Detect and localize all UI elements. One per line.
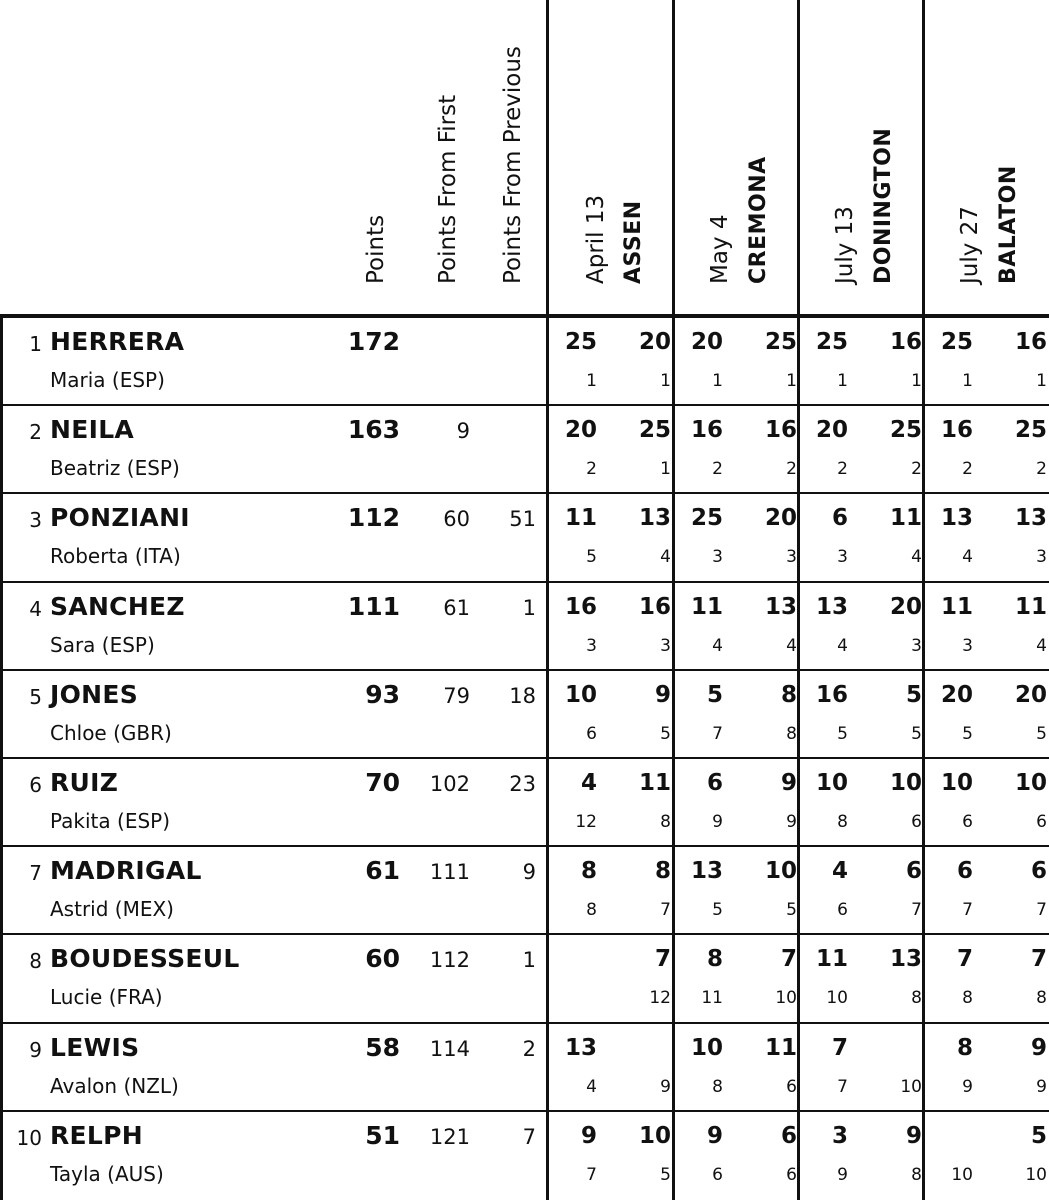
race-rank: 6 bbox=[911, 812, 922, 832]
row-divider bbox=[0, 845, 1049, 847]
race-rank: 7 bbox=[1036, 900, 1047, 921]
race-rank: 7 bbox=[660, 900, 671, 921]
rider-position: 10 bbox=[16, 1125, 42, 1150]
race-points: 16 bbox=[940, 417, 973, 444]
rider-position: 1 bbox=[29, 332, 42, 356]
race-points: 20 bbox=[889, 593, 922, 620]
round-divider bbox=[922, 0, 925, 1200]
rider-first-name: Roberta bbox=[50, 544, 129, 569]
race-points: 13 bbox=[815, 593, 848, 620]
race-rank: 3 bbox=[660, 635, 671, 656]
race-rank: 6 bbox=[837, 900, 848, 921]
race-points: 10 bbox=[1014, 770, 1047, 796]
rider-name-line bbox=[50, 985, 163, 1009]
rider-points: 111 bbox=[347, 591, 400, 621]
race-points: 16 bbox=[815, 681, 848, 708]
race-rank: 8 bbox=[712, 1076, 723, 1097]
rider-first-name: Chloe bbox=[50, 720, 107, 745]
race-rank: 10 bbox=[775, 988, 797, 1009]
row-divider bbox=[0, 1022, 1049, 1024]
race-points: 10 bbox=[815, 770, 848, 796]
row-divider bbox=[0, 757, 1049, 759]
rider-first-name: Beatriz bbox=[50, 456, 121, 481]
race-points: 13 bbox=[940, 505, 973, 532]
rider-nationality: (ESP) bbox=[101, 632, 155, 657]
round-4-date: July 27 bbox=[957, 206, 983, 284]
race-points: 25 bbox=[940, 329, 973, 355]
rider-position: 6 bbox=[29, 773, 42, 797]
race-points: 16 bbox=[638, 593, 671, 620]
race-points: 9 bbox=[905, 1122, 922, 1149]
rider-last-name: PONZIANI bbox=[50, 503, 190, 533]
rider-position: 5 bbox=[29, 684, 42, 709]
row-divider bbox=[0, 1110, 1049, 1112]
race-points: 25 bbox=[564, 329, 597, 355]
round-4-venue: BALATON bbox=[996, 165, 1021, 284]
row-divider bbox=[0, 404, 1049, 406]
rider-last-name: BOUDESSEUL bbox=[50, 944, 240, 974]
race-rank: 3 bbox=[962, 635, 973, 656]
race-points: 9 bbox=[706, 1122, 723, 1149]
race-points: 7 bbox=[780, 946, 797, 973]
race-points: 9 bbox=[1030, 1034, 1047, 1061]
race-points: 20 bbox=[1014, 681, 1047, 708]
race-rank: 1 bbox=[586, 371, 597, 391]
rider-position: 4 bbox=[29, 596, 42, 621]
race-points: 13 bbox=[764, 593, 797, 620]
race-rank: 12 bbox=[575, 812, 597, 832]
race-points: 6 bbox=[831, 505, 848, 532]
race-points: 10 bbox=[638, 1122, 671, 1149]
race-rank: 6 bbox=[786, 1164, 797, 1185]
race-rank: 6 bbox=[586, 723, 597, 744]
rider-last-name: RELPH bbox=[50, 1120, 144, 1150]
rider-name-line bbox=[50, 897, 174, 921]
race-points: 7 bbox=[956, 946, 973, 973]
points-from-previous: 2 bbox=[522, 1036, 536, 1061]
race-rank: 5 bbox=[660, 1164, 671, 1185]
rider-last-name: JONES bbox=[50, 679, 139, 709]
rider-first-name: Pakita bbox=[50, 809, 111, 833]
rider-first-name: Lucie bbox=[50, 985, 103, 1010]
race-rank: 11 bbox=[701, 988, 723, 1009]
rider-nationality: (ESP) bbox=[117, 809, 171, 833]
race-rank: 2 bbox=[586, 459, 597, 480]
round-divider bbox=[672, 0, 675, 1200]
race-rank: 5 bbox=[660, 723, 671, 744]
race-rank: 5 bbox=[911, 723, 922, 744]
rider-name-line bbox=[50, 1162, 164, 1186]
race-rank: 2 bbox=[911, 459, 922, 480]
race-rank: 6 bbox=[1036, 812, 1047, 832]
points-from-previous: 1 bbox=[522, 595, 536, 620]
race-rank: 9 bbox=[712, 812, 723, 832]
rider-name-line bbox=[50, 544, 181, 568]
race-points: 13 bbox=[889, 946, 922, 973]
race-rank: 5 bbox=[712, 900, 723, 921]
race-points: 5 bbox=[706, 681, 723, 708]
race-points: 16 bbox=[564, 593, 597, 620]
race-points: 6 bbox=[706, 770, 723, 796]
race-rank: 4 bbox=[586, 1076, 597, 1097]
race-points: 25 bbox=[1014, 417, 1047, 444]
rider-first-name: Sara bbox=[50, 632, 96, 657]
rider-nationality: (ITA) bbox=[134, 544, 181, 569]
round-2-date: May 4 bbox=[707, 214, 733, 284]
header-points-from-previous: Points From Previous bbox=[500, 46, 526, 284]
row-divider bbox=[0, 669, 1049, 671]
header-points-from-first: Points From First bbox=[435, 94, 461, 284]
race-rank: 1 bbox=[1036, 371, 1047, 391]
race-points: 10 bbox=[889, 770, 922, 796]
rider-points: 172 bbox=[347, 327, 400, 356]
race-points: 8 bbox=[580, 858, 597, 885]
race-rank: 6 bbox=[786, 1076, 797, 1097]
round-3-date: July 13 bbox=[832, 206, 858, 284]
race-rank: 1 bbox=[837, 371, 848, 391]
race-rank: 3 bbox=[1036, 547, 1047, 568]
race-points: 4 bbox=[831, 858, 848, 885]
race-points: 9 bbox=[580, 1122, 597, 1149]
race-points: 16 bbox=[889, 329, 922, 355]
race-rank: 4 bbox=[1036, 635, 1047, 656]
points-from-previous: 18 bbox=[509, 683, 536, 708]
race-rank: 3 bbox=[786, 547, 797, 568]
race-rank: 9 bbox=[837, 1164, 848, 1185]
rider-position: 8 bbox=[29, 949, 42, 974]
race-points: 11 bbox=[889, 505, 922, 532]
points-from-previous: 1 bbox=[522, 948, 536, 973]
header-divider bbox=[0, 314, 1049, 318]
race-rank: 3 bbox=[712, 547, 723, 568]
race-rank: 10 bbox=[900, 1076, 922, 1097]
race-rank: 8 bbox=[911, 988, 922, 1009]
race-points: 16 bbox=[1014, 329, 1047, 355]
race-points: 7 bbox=[654, 946, 671, 973]
race-rank: 4 bbox=[911, 547, 922, 568]
race-rank: 2 bbox=[962, 459, 973, 480]
race-rank: 1 bbox=[660, 459, 671, 480]
points-from-first: 102 bbox=[429, 772, 470, 796]
rider-points: 93 bbox=[365, 679, 400, 709]
race-rank: 8 bbox=[586, 900, 597, 921]
rider-name-line bbox=[50, 721, 172, 745]
race-points: 8 bbox=[706, 946, 723, 973]
rider-first-name: Tayla bbox=[50, 1161, 101, 1186]
rider-position: 3 bbox=[29, 508, 42, 533]
race-points: 13 bbox=[564, 1034, 597, 1061]
race-points: 11 bbox=[564, 505, 597, 532]
race-rank: 1 bbox=[712, 371, 723, 391]
race-points: 25 bbox=[764, 329, 797, 355]
race-rank: 6 bbox=[712, 1164, 723, 1185]
rider-nationality: (ESP) bbox=[126, 456, 180, 481]
rider-nationality: (GBR) bbox=[113, 720, 172, 745]
points-from-first: 60 bbox=[443, 507, 470, 532]
race-points: 8 bbox=[654, 858, 671, 885]
race-rank: 3 bbox=[911, 635, 922, 656]
race-rank: 4 bbox=[712, 635, 723, 656]
race-points: 8 bbox=[780, 681, 797, 708]
race-points: 6 bbox=[905, 858, 922, 885]
race-rank: 4 bbox=[962, 547, 973, 568]
race-rank: 1 bbox=[660, 371, 671, 391]
race-points: 16 bbox=[764, 417, 797, 444]
race-rank: 12 bbox=[649, 988, 671, 1009]
race-rank: 5 bbox=[837, 723, 848, 744]
race-rank: 8 bbox=[962, 988, 973, 1009]
rider-first-name: Astrid bbox=[50, 897, 109, 922]
race-points: 20 bbox=[690, 329, 723, 355]
points-from-previous: 7 bbox=[522, 1124, 536, 1149]
race-rank: 8 bbox=[837, 812, 848, 832]
rider-nationality: (NZL) bbox=[123, 1073, 179, 1098]
race-points: 10 bbox=[564, 681, 597, 708]
race-rank: 6 bbox=[962, 812, 973, 832]
points-from-previous: 51 bbox=[509, 507, 536, 532]
rider-first-name: Maria bbox=[50, 368, 106, 392]
race-points: 25 bbox=[638, 417, 671, 444]
round-3-venue: DONINGTON bbox=[871, 127, 896, 284]
race-points: 25 bbox=[815, 329, 848, 355]
rider-last-name: NEILA bbox=[50, 415, 135, 445]
points-from-previous: 9 bbox=[522, 860, 536, 885]
race-rank: 10 bbox=[826, 988, 848, 1009]
rider-last-name: SANCHEZ bbox=[50, 591, 185, 621]
race-points: 13 bbox=[638, 505, 671, 532]
race-points: 7 bbox=[1030, 946, 1047, 973]
rider-nationality: (ESP) bbox=[111, 368, 165, 392]
rider-position: 9 bbox=[29, 1037, 42, 1062]
points-from-first: 9 bbox=[456, 419, 470, 444]
row-divider bbox=[0, 933, 1049, 935]
race-points: 20 bbox=[564, 417, 597, 444]
header-points: Points bbox=[363, 214, 389, 284]
round-2-venue: CREMONA bbox=[746, 156, 771, 284]
race-rank: 7 bbox=[911, 900, 922, 921]
race-rank: 9 bbox=[1036, 1076, 1047, 1097]
rider-position: 7 bbox=[29, 861, 42, 886]
round-divider bbox=[546, 0, 549, 1200]
race-rank: 10 bbox=[951, 1164, 973, 1185]
race-rank: 5 bbox=[1036, 723, 1047, 744]
race-rank: 5 bbox=[962, 723, 973, 744]
race-points: 10 bbox=[690, 1034, 723, 1061]
race-points: 20 bbox=[815, 417, 848, 444]
round-divider bbox=[797, 0, 800, 1200]
race-points: 4 bbox=[580, 770, 597, 796]
points-from-first: 111 bbox=[429, 860, 470, 885]
points-from-first: 112 bbox=[429, 948, 470, 973]
rider-points: 51 bbox=[365, 1120, 400, 1150]
race-points: 5 bbox=[905, 681, 922, 708]
race-rank: 8 bbox=[660, 812, 671, 832]
race-points: 10 bbox=[940, 770, 973, 796]
race-points: 10 bbox=[764, 858, 797, 885]
race-rank: 1 bbox=[962, 371, 973, 391]
race-points: 6 bbox=[780, 1122, 797, 1149]
race-rank: 8 bbox=[911, 1164, 922, 1185]
rider-name-line bbox=[50, 456, 180, 480]
race-points: 13 bbox=[690, 858, 723, 885]
rider-name-line bbox=[50, 809, 170, 833]
rider-nationality: (AUS) bbox=[107, 1161, 164, 1186]
race-rank: 2 bbox=[837, 459, 848, 480]
race-points: 11 bbox=[764, 1034, 797, 1061]
race-points: 16 bbox=[690, 417, 723, 444]
rider-name-line bbox=[50, 368, 165, 392]
rider-nationality: (MEX) bbox=[114, 897, 174, 922]
race-rank: 2 bbox=[1036, 459, 1047, 480]
round-1-venue: ASSEN bbox=[621, 200, 646, 284]
race-points: 11 bbox=[638, 770, 671, 796]
race-rank: 5 bbox=[586, 547, 597, 568]
rider-name-line bbox=[50, 633, 155, 657]
race-points: 20 bbox=[940, 681, 973, 708]
race-points: 6 bbox=[956, 858, 973, 885]
race-points: 20 bbox=[638, 329, 671, 355]
rider-last-name: RUIZ bbox=[50, 768, 119, 797]
rider-points: 70 bbox=[365, 768, 400, 797]
race-points: 25 bbox=[889, 417, 922, 444]
race-rank: 7 bbox=[586, 1164, 597, 1185]
race-points: 11 bbox=[940, 593, 973, 620]
points-from-first: 79 bbox=[443, 683, 470, 708]
race-points: 7 bbox=[831, 1034, 848, 1061]
rider-last-name: LEWIS bbox=[50, 1032, 140, 1062]
race-rank: 3 bbox=[586, 635, 597, 656]
race-rank: 7 bbox=[962, 900, 973, 921]
rider-last-name: MADRIGAL bbox=[50, 856, 202, 886]
race-rank: 9 bbox=[962, 1076, 973, 1097]
round-1-date: April 13 bbox=[583, 194, 609, 284]
race-rank: 2 bbox=[786, 459, 797, 480]
rider-name-line bbox=[50, 1074, 179, 1098]
race-rank: 3 bbox=[837, 547, 848, 568]
rider-points: 61 bbox=[365, 856, 400, 886]
race-rank: 10 bbox=[1025, 1164, 1047, 1185]
rider-first-name: Avalon bbox=[50, 1073, 118, 1098]
race-rank: 8 bbox=[1036, 988, 1047, 1009]
race-rank: 5 bbox=[786, 900, 797, 921]
race-points: 11 bbox=[815, 946, 848, 973]
points-from-first: 61 bbox=[443, 595, 470, 620]
race-points: 13 bbox=[1014, 505, 1047, 532]
race-points: 9 bbox=[654, 681, 671, 708]
rider-points: 112 bbox=[347, 503, 400, 533]
race-points: 11 bbox=[1014, 593, 1047, 620]
points-from-first: 114 bbox=[429, 1036, 470, 1061]
rider-points: 163 bbox=[347, 415, 400, 445]
race-rank: 4 bbox=[660, 547, 671, 568]
row-divider bbox=[0, 581, 1049, 583]
race-points: 6 bbox=[1030, 858, 1047, 885]
race-rank: 4 bbox=[786, 635, 797, 656]
race-rank: 2 bbox=[712, 459, 723, 480]
race-rank: 1 bbox=[911, 371, 922, 391]
race-rank: 9 bbox=[786, 812, 797, 832]
race-rank: 7 bbox=[712, 723, 723, 744]
race-points: 25 bbox=[690, 505, 723, 532]
race-points: 20 bbox=[764, 505, 797, 532]
rider-position: 2 bbox=[29, 420, 42, 445]
points-from-first: 121 bbox=[429, 1124, 470, 1149]
race-points: 8 bbox=[956, 1034, 973, 1061]
race-points: 3 bbox=[831, 1122, 848, 1149]
rider-nationality: (FRA) bbox=[108, 985, 163, 1010]
race-rank: 9 bbox=[660, 1076, 671, 1097]
rider-last-name: HERRERA bbox=[50, 327, 185, 356]
rider-points: 60 bbox=[365, 944, 400, 974]
race-points: 9 bbox=[780, 770, 797, 796]
race-rank: 4 bbox=[837, 635, 848, 656]
race-rank: 8 bbox=[786, 723, 797, 744]
race-rank: 7 bbox=[837, 1076, 848, 1097]
points-from-previous: 23 bbox=[509, 772, 536, 796]
race-points: 11 bbox=[690, 593, 723, 620]
row-divider bbox=[0, 492, 1049, 494]
rider-points: 58 bbox=[365, 1032, 400, 1062]
race-rank: 1 bbox=[786, 371, 797, 391]
race-points: 5 bbox=[1030, 1122, 1047, 1149]
